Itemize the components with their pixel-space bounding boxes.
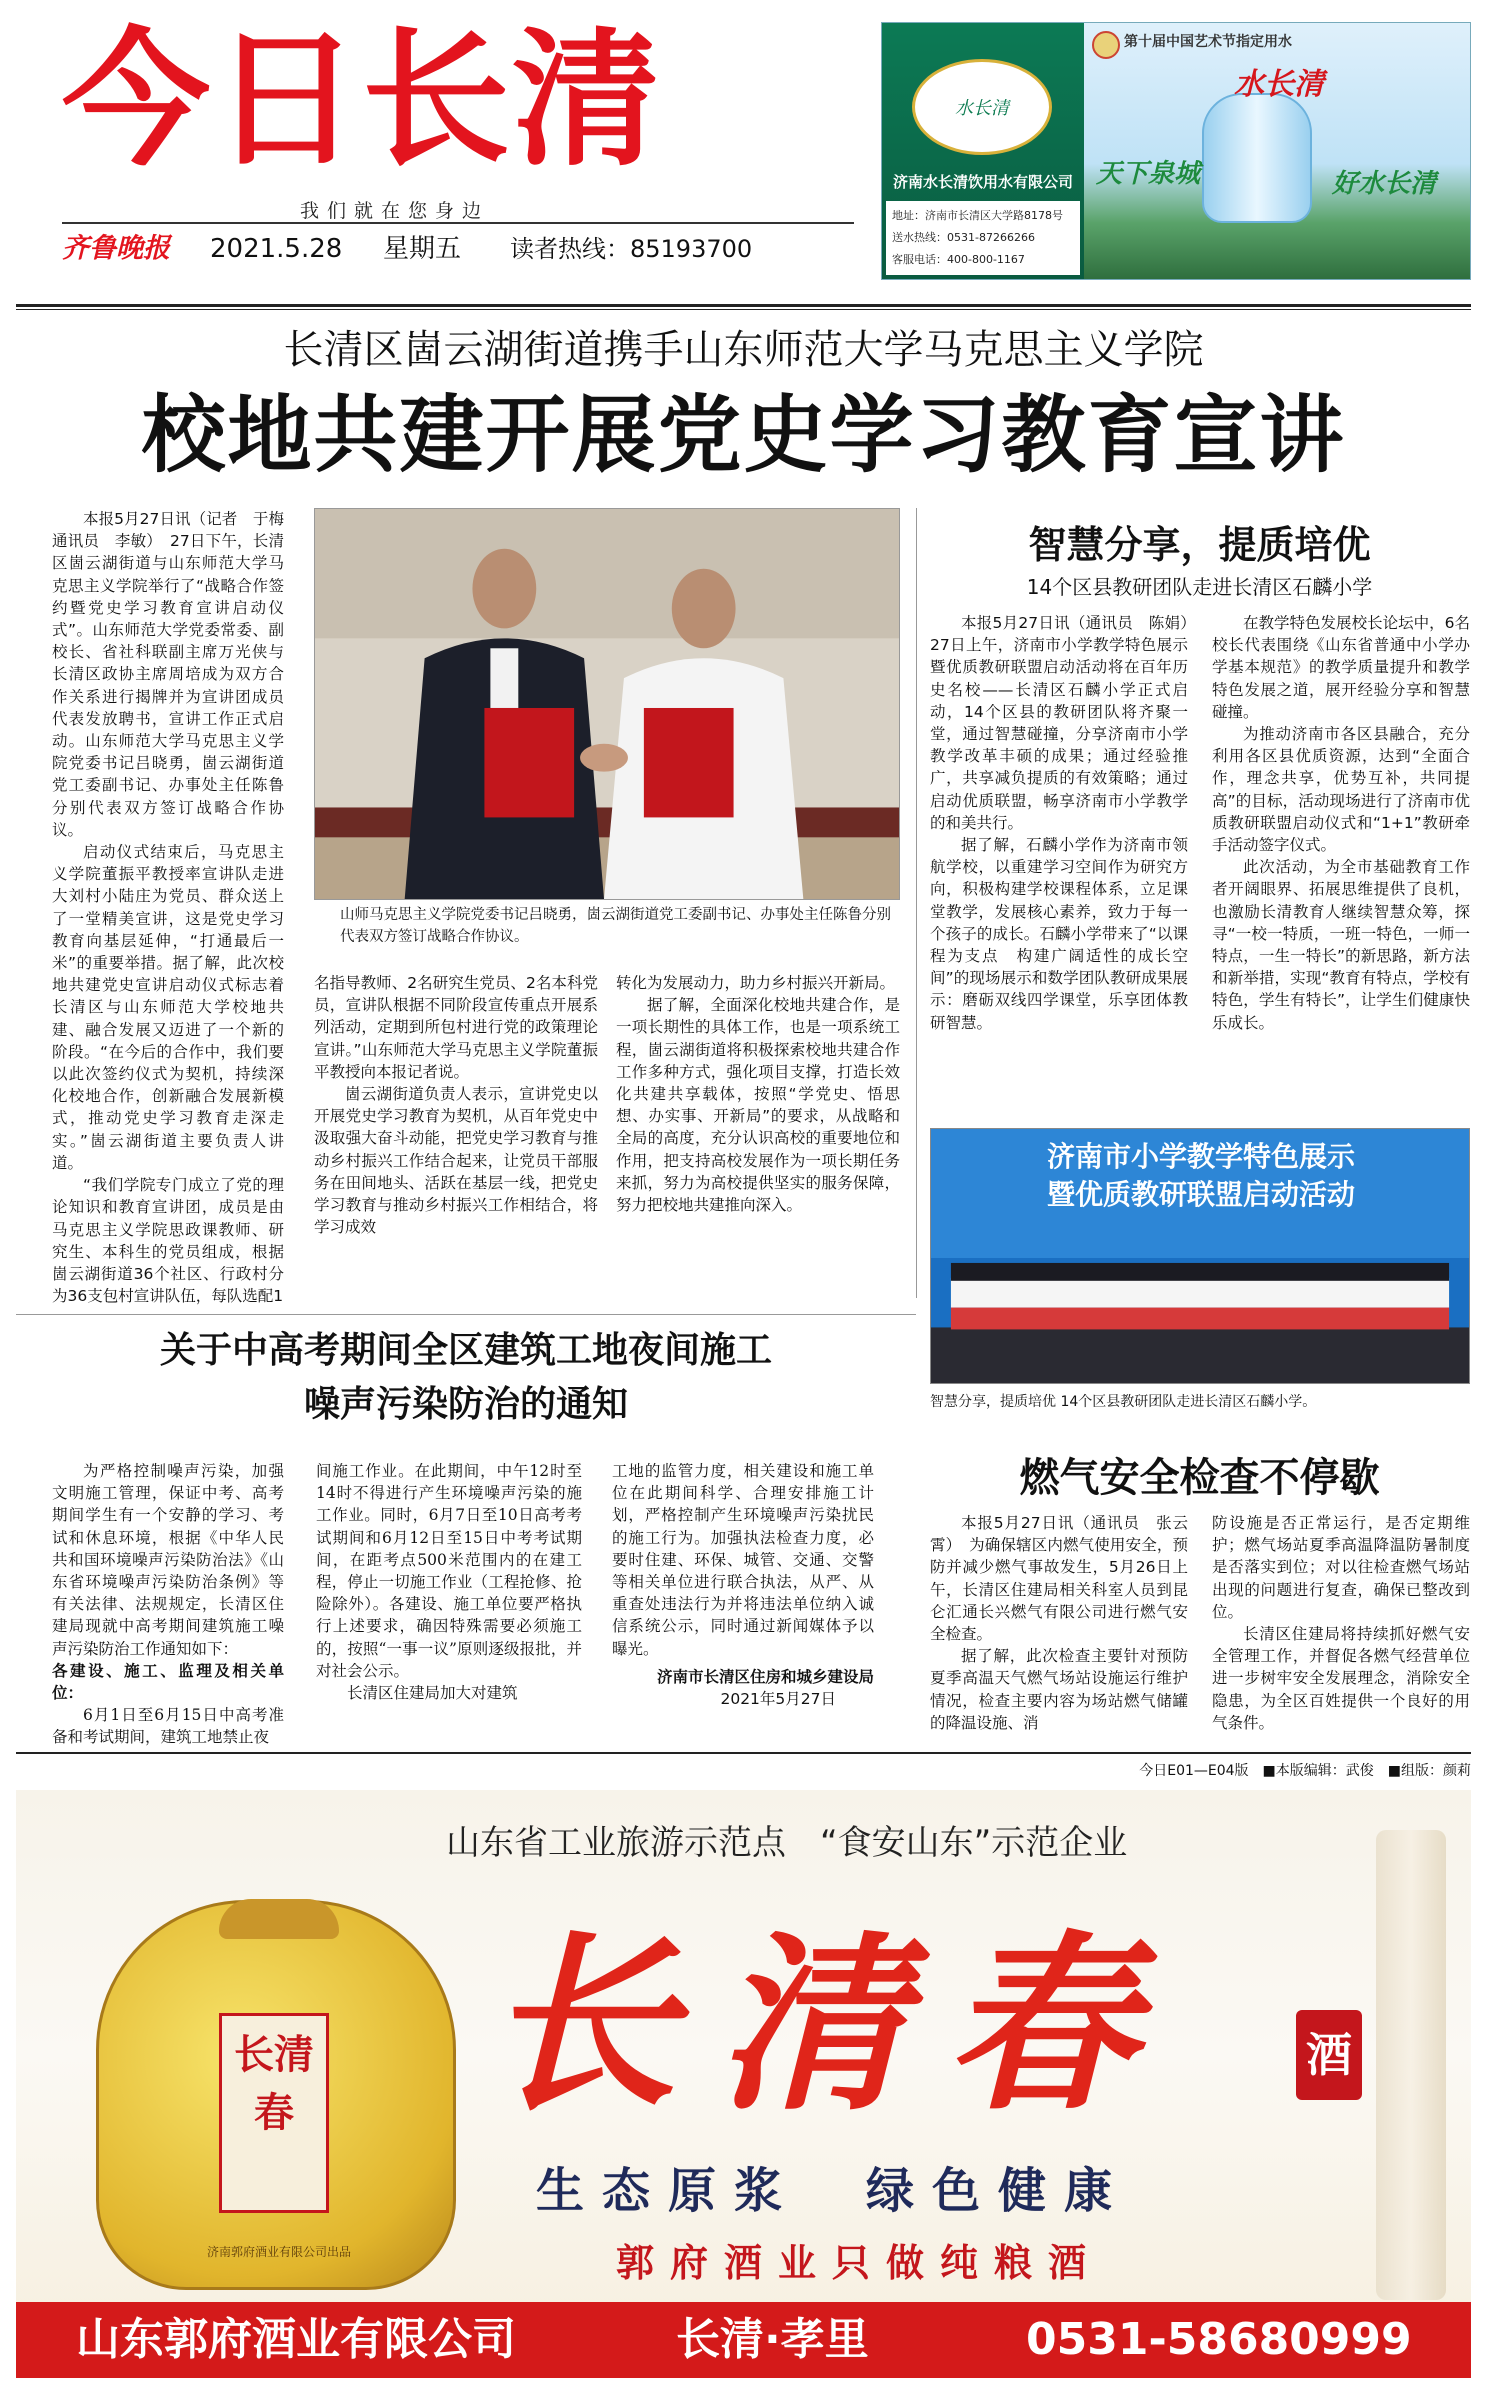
- gas-headline: 燃气安全检查不停歇: [1019, 1455, 1380, 1501]
- notice-headline-line-2: 噪声污染防治的通知: [303, 1384, 628, 1425]
- festival-emblem-icon: [1092, 31, 1120, 59]
- lead-paragraph-1: 本报5月27日讯（记者 于梅 通讯员 李敏） 27日下午，长清区崮云湖街道与山东师范大学马克思主义学院举行了“战略合作签约暨党史学习教育宣讲启动仪式”。山东师范大学党委常委、副校长、省社科联副主席万光侠与长清区政协主席周培成为双方合作关系进行揭牌并为宣讲团成员代表发放聘书，宣讲工作正式启动。山东师范大学马克思主义学院党委书记吕晓勇，崮云湖街道党工委副书记、办事处主任陈鲁分别代表双方签订战略合作协议。: [52, 510, 300, 839]
- gas-paragraph-2: 据了解，此次检查主要针对预防夏季高温天气燃气场站设施运行维护情况，检查主要内容为场站燃气储罐的降温设施、消: [930, 1647, 1188, 1732]
- wine-slogan-2: 郭府酒业只做纯粮酒: [616, 2240, 1103, 2285]
- water-address: 地址：济南市长清区大学路8178号: [892, 209, 1063, 222]
- gas-column-2: [1212, 1512, 1470, 1744]
- wine-ad-banner: 山东省工业旅游示范点 “食安山东”示范企业: [446, 1823, 1128, 1863]
- water-ad-right-panel: [1084, 23, 1470, 279]
- reader-hotline: 读者热线：85193700: [510, 235, 753, 263]
- wine-seal: 酒: [1296, 2010, 1362, 2100]
- notice-column-3: [612, 1460, 874, 1660]
- page-footer-info: 今日E01—E04版 ■本版编辑：武俊 ■组版：颜莉: [1139, 1763, 1471, 1779]
- wine-jar-cap: [219, 1899, 339, 1939]
- notice-column-2: [316, 1460, 582, 1730]
- event-banner-line-2: 暨优质教研联盟启动活动: [1046, 1178, 1355, 1211]
- lead-paragraph-6: 转化为发展动力，助力乡村振兴开新局。: [616, 974, 896, 992]
- signing-photo-caption: 山师马克思主义学院党委书记吕晓勇，崮云湖街道党工委副书记、办事处主任陈鲁分别代表双方签订战略合作协议。: [340, 907, 891, 945]
- school-event-photo-caption: 智慧分享，提质培优 14个区县教研团队走进长清区石麟小学。: [930, 1394, 1317, 1410]
- wine-jar-label: [219, 2013, 329, 2213]
- notice-addressee: 各建设、施工、监理及相关单位：: [52, 1661, 284, 1703]
- masthead-slogan: 我们就在您身边: [300, 200, 490, 222]
- water-expo-text: 第十届中国艺术节指定用水: [1124, 34, 1292, 50]
- gas-column-1: [930, 1512, 1188, 1744]
- water-logo-text: 水长清: [955, 98, 1009, 119]
- gas-paragraph-1: 本报5月27日讯（通讯员 张云霄） 为确保辖区内燃气使用安全，预防并减少燃气事故发生，5月26日上午，长清区住建局相关科室人员到昆仑汇通长兴燃气有限公司进行燃气安全检查。: [930, 1514, 1188, 1644]
- story2-column-1: [930, 612, 1204, 1124]
- water-advertisement: [881, 22, 1471, 280]
- lead-paragraph-7: 据了解，全面深化校地共建合作，是一项长期性的具体工作，也是一项系统工程，崮云湖街道将积极探索校地共建合作工作多种方式，强化项目支撑，打造长效化共建共享载体，按照“学党史、悟思想、办实事、开新局”的要求，从战略和全局的高度，充分认识高校的重要地位和作用，把支持高校发展作为一项长期任务来抓，努力为高校提供坚实的服务保障，努力把校地共建推向深入。: [616, 996, 900, 1215]
- lead-paragraph-4: 名指导教师、2名研究生党员、2名本科党员，宣讲队根据不同阶段宣传重点开展系列活动，定期到所包村进行党的政策理论宣讲。”山东师范大学马克思主义学院董振平教授向本报记者说。: [314, 974, 598, 1081]
- footer-rule: [16, 1752, 1471, 1754]
- story2-subtitle: 14个区县教研团队走进长清区石麟小学: [1026, 575, 1373, 599]
- water-delivery-phone: 送水热线：0531-87266266: [892, 231, 1035, 244]
- masthead-rule: [62, 222, 854, 224]
- notice-paragraph-5: 工地的监管力度，相关建设和施工单位在此期间科学、合理安排施工计划，严格控制产生环境噪声污染扰民的施工行为。加强执法检查力度，必要时住建、环保、城管、交通、交警等相关单位进行联合执法，从严、从重查处违法行为并将违法单位纳入诚信系统公示，同时通过新闻媒体予以曝光。: [612, 1462, 874, 1658]
- lead-headline: 校地共建开展党史学习教育宣讲: [141, 385, 1346, 484]
- lead-column-1: [52, 508, 300, 1306]
- water-service-phone: 客服电话：400-800-1167: [892, 253, 1025, 266]
- notice-date: 2021年5月27日: [720, 1690, 836, 1708]
- paper-logo: 齐鲁晚报: [62, 233, 170, 264]
- notice-paragraph-1: 为严格控制噪声污染，加强文明施工管理，保证中考、高考期间学生有一个安静的学习、考试和休息环境，根据《中华人民共和国环境噪声污染防治法》《山东省环境噪声污染防治条例》等有关法律、法规规定，长清区住建局现就中高考期间建筑施工噪声污染防治工作通知如下：: [52, 1462, 284, 1658]
- water-bottle-icon: [1202, 93, 1312, 223]
- wine-jar-icon: [96, 1900, 456, 2290]
- story2-paragraph-1: 本报5月27日讯（通讯员 陈娟） 27日上午，济南市小学教学特色展示暨优质教研联盟启动活动将在百年历史名校——长清区石麟小学正式启动，14个区县的教研团队将齐聚一堂，通过智慧碰撞，分享济南市小学教学改革丰硕的成果；通过经验推广，共享减负提质的有效策略；通过启动优质联盟，畅享济南市小学教学的和美共行。: [930, 614, 1204, 832]
- story2-column-2: [1212, 612, 1470, 1124]
- wine-location: 长清·孝里: [676, 2314, 869, 2365]
- signing-photo-image: [315, 509, 899, 899]
- story2-paragraph-4: 为推动济南市各区县融合，充分利用各区县优质资源，达到“全面合作，理念共享，优势互补，共同提高”的目标，活动现场进行了济南市优质教研联盟启动仪式和“1+1”教研牵手活动签字仪式。: [1212, 725, 1470, 855]
- water-slogan-1: 天下泉城: [1096, 159, 1201, 189]
- gas-paragraph-3: 防设施是否正常运行，是否定期维护；燃气场站夏季高温降温防暑制度是否落实到位；对以往检查燃气场站出现的问题进行复查，确保已整改到位。: [1212, 1514, 1470, 1621]
- column-separator: [916, 508, 917, 1298]
- masthead-title: 今日长清: [62, 14, 662, 186]
- story2-headline: 智慧分享，提质培优: [1028, 523, 1371, 567]
- lead-paragraph-5: 崮云湖街道负责人表示，宣讲党史以开展党史学习教育为契机，从百年党史中汲取强大奋斗动能，把党史学习教育与推动乡村振兴工作结合起来，让党员干部服务在田间地头、活跃在基层一线，把党史学习教育与推动乡村振兴工作相结合，将学习成效: [314, 1085, 598, 1237]
- lead-kicker: 长清区崮云湖街道携手山东师范大学马克思主义学院: [283, 327, 1204, 373]
- notice-column-1: [52, 1460, 284, 1747]
- notice-paragraph-2: 6月1日至6月15日中高考准备和考试期间，建筑工地禁止夜: [52, 1706, 284, 1747]
- wine-brand: 长清春: [486, 1913, 1177, 2136]
- story2-paragraph-3: 在教学特色发展校长论坛中，6名校长代表围绕《山东省普通中小学办学基本规范》的教学质量提升和教学特色发展之道，展开经验分享和智慧碰撞。: [1212, 614, 1470, 721]
- lead-paragraph-2: 启动仪式结束后，马克思主义学院董振平教授率宣讲队走进大刘村小陆庄为党员、群众送上了一堂精美宣讲，这是党史学习教育向基层延伸，“打通最后一米”的重要举措。据了解，此次校地共建党史宣讲启动仪式标志着长清区与山东师范大学校地共建、融合发展又迈进了一个新的阶段。“在今后的合作中，我们要以此次签约仪式为契机，持续深化校地合作，创新融合发展新模式，推动党史学习教育走深走实。”崮云湖街道主要负责人讲道。: [52, 843, 284, 1172]
- story2-paragraph-5: 此次活动，为全市基础教育工作者开阔眼界、拓展思维提供了良机，也激励长清教育人继续智慧众筹，探寻“一校一特质，一班一特色，一师一特点，一生一特长”的新思路，新方法和新举措，实现“教育有特点，学校有特色，学生有特长”，让学生们健康快乐成长。: [1212, 858, 1470, 1032]
- signing-photo: [314, 508, 900, 900]
- wine-advertisement: [16, 1790, 1471, 2378]
- lead-column-2: [314, 972, 598, 1298]
- notice-paragraph-3: 间施工作业。在此期间，中午12时至14时不得进行产生环境噪声污染的施工作业。同时，6月7日至10日高考考试期间和6月12日至15日中考考试期间，在距考点500米范围内的在建工程，停止一切施工作业（工程抢修、抢险除外）。各建设、施工单位要严格执行上述要求，确因特殊需要必须施工的，按照“一事一议”原则逐级报批，并对社会公示。: [316, 1462, 582, 1680]
- top-rule: [16, 304, 1471, 307]
- issue-weekday: 星期五: [383, 234, 462, 264]
- school-event-photo: [930, 1128, 1470, 1384]
- wine-contact-bar: [16, 2302, 1471, 2378]
- huabiao-pillar-icon: [1376, 1830, 1446, 2300]
- wine-jar-label-text: 长清春: [234, 2031, 314, 2136]
- event-banner-line-1: 济南市小学教学特色展示: [1046, 1140, 1355, 1173]
- wine-jar-maker: 济南郭府酒业有限公司出品: [206, 2245, 351, 2259]
- water-slogan-2: 好水长清: [1332, 169, 1437, 199]
- water-ad-left-panel: [882, 23, 1084, 279]
- notice-headline-line-1: 关于中高考期间全区建筑工地夜间施工: [159, 1330, 772, 1371]
- notice-paragraph-4: 长清区住建局加大对建筑: [347, 1684, 518, 1703]
- water-company-name: 济南水长清饮用水有限公司: [892, 173, 1073, 191]
- notice-rule: [16, 1314, 916, 1315]
- water-contact-box: [886, 201, 1080, 275]
- wine-slogan-1: 生态原浆 绿色健康: [536, 2163, 1131, 2219]
- issue-date: 2021.5.28: [210, 234, 343, 264]
- water-logo: [912, 59, 1052, 155]
- top-rule-thin: [16, 309, 1471, 310]
- water-brand: 水长清: [1234, 67, 1324, 102]
- story2-paragraph-2: 据了解，石麟小学作为济南市领航学校，以重建学习空间作为研究方向，积极构建学校课程体系，立足课堂教学，发展核心素养，致力于每一个孩子的成长。石麟小学带来了“以课程为支点 构建广阔适性的成长空间”的现场展示和数学团队教研成果展示：磨砺双线四学课堂，乐享团体教研智慧。: [930, 836, 1188, 1032]
- gas-paragraph-4: 长清区住建局将持续抓好燃气安全管理工作，并督促各燃气经营单位进一步树牢安全发展理念，消除安全隐患，为全区百姓提供一个良好的用气条件。: [1212, 1625, 1470, 1732]
- lead-column-3: [616, 972, 900, 1298]
- wine-phone: 0531-58680999: [1026, 2314, 1412, 2365]
- notice-signature: 济南市长清区住房和城乡建设局: [656, 1668, 874, 1686]
- lead-paragraph-3: “我们学院专门成立了党的理论知识和教育宣讲团，成员是由马克思主义学院思政课教师、研究生、本科生的党员组成，根据崮云湖街道36个社区、行政村分为36支包村宣讲队伍，每队选配1: [52, 1176, 284, 1306]
- wine-company-name: 山东郭府酒业有限公司: [76, 2314, 516, 2365]
